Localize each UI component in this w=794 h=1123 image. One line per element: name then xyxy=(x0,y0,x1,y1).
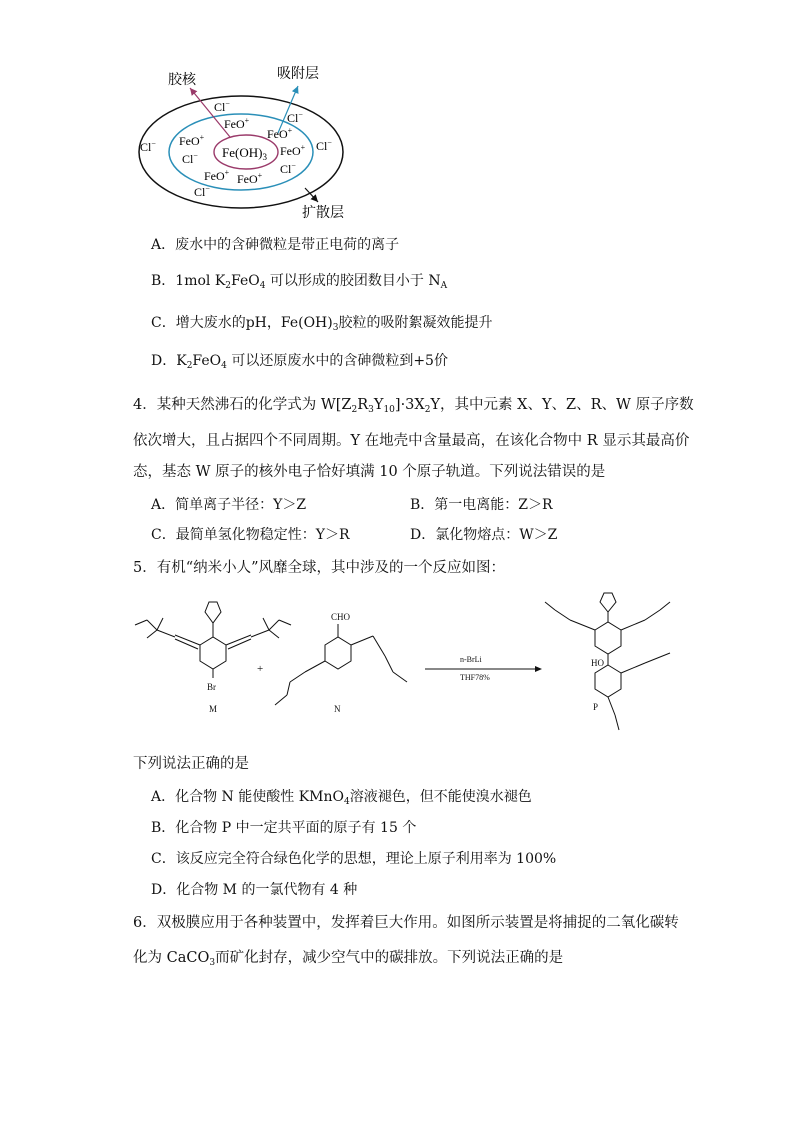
q6-stem-line1: 6．双极膜应用于各种装置中，发挥着巨大作用。如图所示装置是将捕捉的二氧化碳转 xyxy=(133,915,679,931)
reagent-top: n-BrLi xyxy=(460,655,482,664)
ion-feo: FeO+ xyxy=(204,168,230,183)
label-m: M xyxy=(209,704,218,714)
ion-feo: FeO+ xyxy=(237,171,263,186)
q3-option-a: A．废水中的含砷微粒是带正电荷的离子 xyxy=(151,237,400,253)
q3-option-c: C．增大废水的pH，$Fe(OH)_3$胶粒的吸附絮凝效能提升 xyxy=(151,315,493,333)
reagent-bottom: THF78% xyxy=(460,673,490,682)
label-core: 胶核 xyxy=(168,73,196,88)
ion-cl: Cl− xyxy=(182,151,198,166)
q6-stem-line2: 化为 CaCO$_3$而矿化封存，减少空气中的碳排放。下列说法正确的是 xyxy=(133,950,564,968)
q4-option-b: B．第一电离能：Z＞R xyxy=(410,497,553,513)
ion-feo: FeO+ xyxy=(179,133,205,148)
q4-stem-line2: 依次增大，且占据四个不同周期。Y 在地壳中含量最高，在该化合物中 R 显示其最高价 xyxy=(133,433,690,449)
q5-stem: 5．有机“纳米小人”风靡全球，其中涉及的一个反应如图： xyxy=(133,560,506,576)
core-formula: $Fe(OH)_3$ xyxy=(222,145,267,162)
q4-stem-line3: 态，基态 W 原子的核外电子恰好填满 10 个原子轨道。下列说法错误的是 xyxy=(133,464,606,480)
ion-cl: Cl− xyxy=(140,139,156,154)
label-cho: CHO xyxy=(331,612,351,622)
molecule-m xyxy=(135,602,291,678)
ion-feo: FeO+ xyxy=(224,116,250,131)
q5-option-a: A．化合物 N 能使酸性 KMnO$_4$溶液褪色，但不能使溴水褪色 xyxy=(151,789,532,807)
q4-stem-line1: 4．某种天然沸石的化学式为 $W[Z_2R_3Y_{10}]\cdot 3X_2Y$，其中元素 X、Y、Z、R、W 原子序数 xyxy=(133,397,694,415)
q4-option-a: A．简单离子半径：Y＞Z xyxy=(151,497,307,513)
q5-option-b: B．化合物 P 中一定共平面的原子有 15 个 xyxy=(151,820,417,836)
plus-sign: + xyxy=(257,663,264,675)
ion-feo: FeO+ xyxy=(267,126,293,141)
molecule-p xyxy=(545,593,670,730)
q5-option-c: C．该反应完全符合绿色化学的思想，理论上原子利用率为 100% xyxy=(151,851,557,867)
molecule-n xyxy=(275,624,407,705)
q3-option-d: D．$K_2FeO_4$ 可以还原废水中的含砷微粒到+5价 xyxy=(151,353,448,371)
ion-cl: Cl− xyxy=(194,184,210,199)
colloid-diagram xyxy=(130,60,370,225)
label-adsorption: 吸附层 xyxy=(277,67,319,82)
ion-cl: Cl− xyxy=(280,161,296,176)
q5-prompt: 下列说法正确的是 xyxy=(133,756,249,772)
q4-option-c: C．最简单氢化物稳定性：Y＞R xyxy=(151,527,350,543)
label-n: N xyxy=(334,704,341,714)
q5-option-d: D．化合物 M 的一氯代物有 4 种 xyxy=(151,882,358,898)
label-br: Br xyxy=(207,682,216,692)
reaction-scheme xyxy=(125,590,715,740)
label-oh: HO xyxy=(591,658,604,668)
ion-cl: Cl− xyxy=(316,138,332,153)
q3-option-b: B．1mol $K_2FeO_4$ 可以形成的胶团数目小于 $N_A$ xyxy=(151,273,448,291)
ion-cl: Cl− xyxy=(287,110,303,125)
label-diffusion: 扩散层 xyxy=(302,206,344,221)
label-p: P xyxy=(593,702,599,712)
ion-feo: FeO+ xyxy=(280,143,306,158)
q4-option-d: D．氯化物熔点：W＞Z xyxy=(410,527,558,543)
ion-cl: Cl− xyxy=(214,99,230,114)
